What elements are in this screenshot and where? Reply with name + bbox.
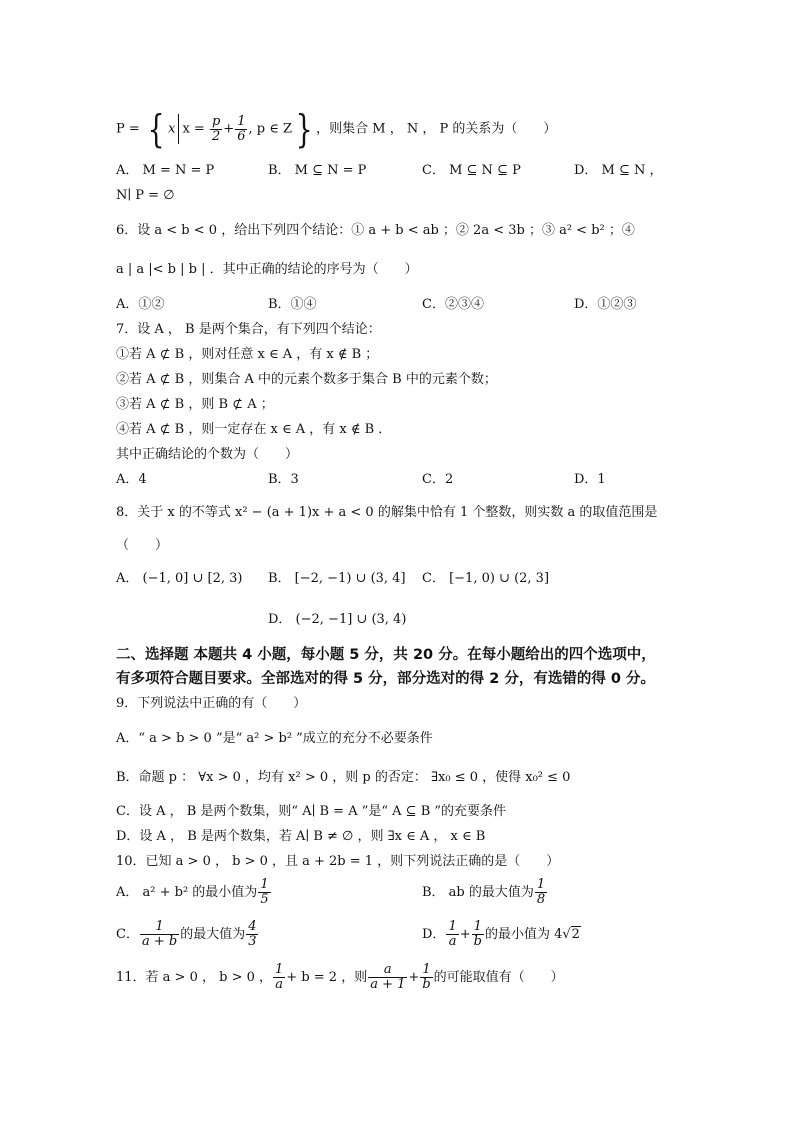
set-bar [178,114,179,144]
q5-set-left: P = [116,121,140,137]
q5-set-var: x [168,121,176,137]
left-brace: { [147,107,165,151]
q5-plus: + [223,121,235,137]
section2-header-1: 二、选择题 本题共 4 小题，每小题 5 分，共 20 分。在每小题给出的四个选项中， [116,647,656,663]
q5-option-a: A． M = N = P [116,163,215,178]
q10-option-c: C． $\frac{1}{a + b}$ 的最大值为 $\frac{4}{3}$ [116,919,257,949]
q6-stem-1: 6．设 a < b < 0 ，给出下列四个结论：① a + b < ab ；② 2a < 3b ；③ a² < b² ；④ [116,223,635,238]
q5-option-c: C． M ⊆ N ⊆ P [422,163,521,178]
q10-option-d: D． $\frac{1}{a}$ + $\frac{1}{b}$ 的最小值为 4√2 [422,919,580,949]
q10-c-frac2: $\frac{4}{3}$ [248,919,257,949]
q11-frac2: $\frac{a}{a + 1}$ [370,962,406,992]
q5-frac2: $\frac{1}{6}$ [237,113,246,144]
q7-option-d: D．1 [574,472,606,487]
q8-option-d: D． (−2, −1] ∪ (3, 4) [268,612,407,627]
q7-question: 其中正确结论的个数为（ ） [116,447,299,462]
q10-a-frac: $\frac{1}{5}$ [260,877,269,907]
q5-option-d: D． M ⊆ N ， [574,163,663,178]
q8-option-b: B． [−2, −1) ∪ (3, 4] [268,571,406,586]
section2-header-2: 有多项符合题目要求。全部选对的得 5 分，部分选对的得 2 分，有选错的得 0 分。 [116,671,656,687]
q10-b-frac: $\frac{1}{8}$ [536,877,546,907]
q11-stem: 11．若 a > 0 ， b > 0 ， $\frac{1}{a}$ + b = 2 ，则 $\frac{a}{a + 1}$ + $\frac{1}{b}$ 的可能取值有（ ） [116,962,564,992]
sqrt-radicand: 2 [571,927,580,942]
q8-stem: 8．关于 x 的不等式 x² − (a + 1)x + a < 0 的解集中恰有 1 个整数，则实数 a 的取值范围是 [116,505,658,520]
q5-cond-pre: x = [182,121,205,137]
q10-d-frac1: $\frac{1}{a}$ [448,919,457,949]
q6-option-d: D．①②③ [574,297,637,312]
q7-item-2: ②若 A ⊄ B ，则集合 A 中的元素个数多于集合 B 中的元素个数； [116,372,497,387]
q5-set-definition [116,107,557,151]
q8-option-c: C． [−1, 0) ∪ (2, 3] [422,571,550,586]
q5-option-d-cont: N∣ P = ∅ [116,188,175,203]
q7-item-3: ③若 A ⊄ B ，则 B ⊄ A ； [116,397,274,412]
q9-option-d: D．设 A ， B 是两个数集，若 A∣ B ≠ ∅ ，则 ∃x ∈ A ， x ∈ B [116,829,486,844]
q10-option-a: A． a² + b² 的最小值为 $\frac{1}{5}$ [116,877,269,907]
right-brace: } [295,107,313,151]
q6-option-b: B．①④ [268,297,317,312]
q7-option-a: A．4 [116,472,147,487]
q9-option-a: A．“ a > b > 0 ”是“ a² > b² ”成立的充分不必要条件 [116,731,433,746]
q11-frac3: $\frac{1}{b}$ [422,962,431,992]
q5-frac1: $\frac{p}{2}$ [211,113,221,144]
q7-stem: 7．设 A ， B 是两个集合，有下列四个结论： [116,322,381,337]
q6-option-c: C．②③④ [422,297,484,312]
q10-option-b: B． ab 的最大值为 $\frac{1}{8}$ [422,877,546,907]
q10-d-frac2: $\frac{1}{b}$ [473,919,482,949]
q5-tail: ，则集合 M ， N ， P 的关系为（ ） [316,121,557,137]
q8-option-a: A． (−1, 0] ∪ [2, 3) [116,571,243,586]
q7-option-c: C．2 [422,472,454,487]
q7-item-1: ①若 A ⊄ B ，则对任意 x ∈ A ，有 x ∉ B ； [116,347,379,362]
q9-option-c: C．设 A ， B 是两个数集，则“ A∣ B = A ”是“ A ⊆ B ”的充要条件 [116,804,507,819]
q9-stem: 9．下列说法中正确的有（ ） [116,696,307,711]
q7-option-b: B．3 [268,472,299,487]
q10-c-frac1: $\frac{1}{a + b}$ [141,919,178,949]
q11-frac1: $\frac{1}{a}$ [275,962,284,992]
q6-stem-2: a | a |< b | b | ．其中正确的结论的序号为（ ） [116,262,418,277]
q5-option-b: B． M ⊆ N = P [268,163,367,178]
q8-paren: （ ） [116,538,169,553]
q9-option-b: B．命题 p ： ∀x > 0 ，均有 x² > 0 ，则 p 的否定： ∃x₀ ≤ 0 ，使得 x₀² ≤ 0 [116,770,571,785]
q10-stem: 10．已知 a > 0 ， b > 0 ，且 a + 2b = 1 ，则下列说法正确的是（ ） [116,854,560,869]
q6-option-a: A．①② [116,297,165,312]
q7-item-4: ④若 A ⊄ B ，则一定存在 x ∈ A ，有 x ∉ B ． [116,422,392,437]
q5-cond-post: , p ∈ Z [248,121,292,137]
